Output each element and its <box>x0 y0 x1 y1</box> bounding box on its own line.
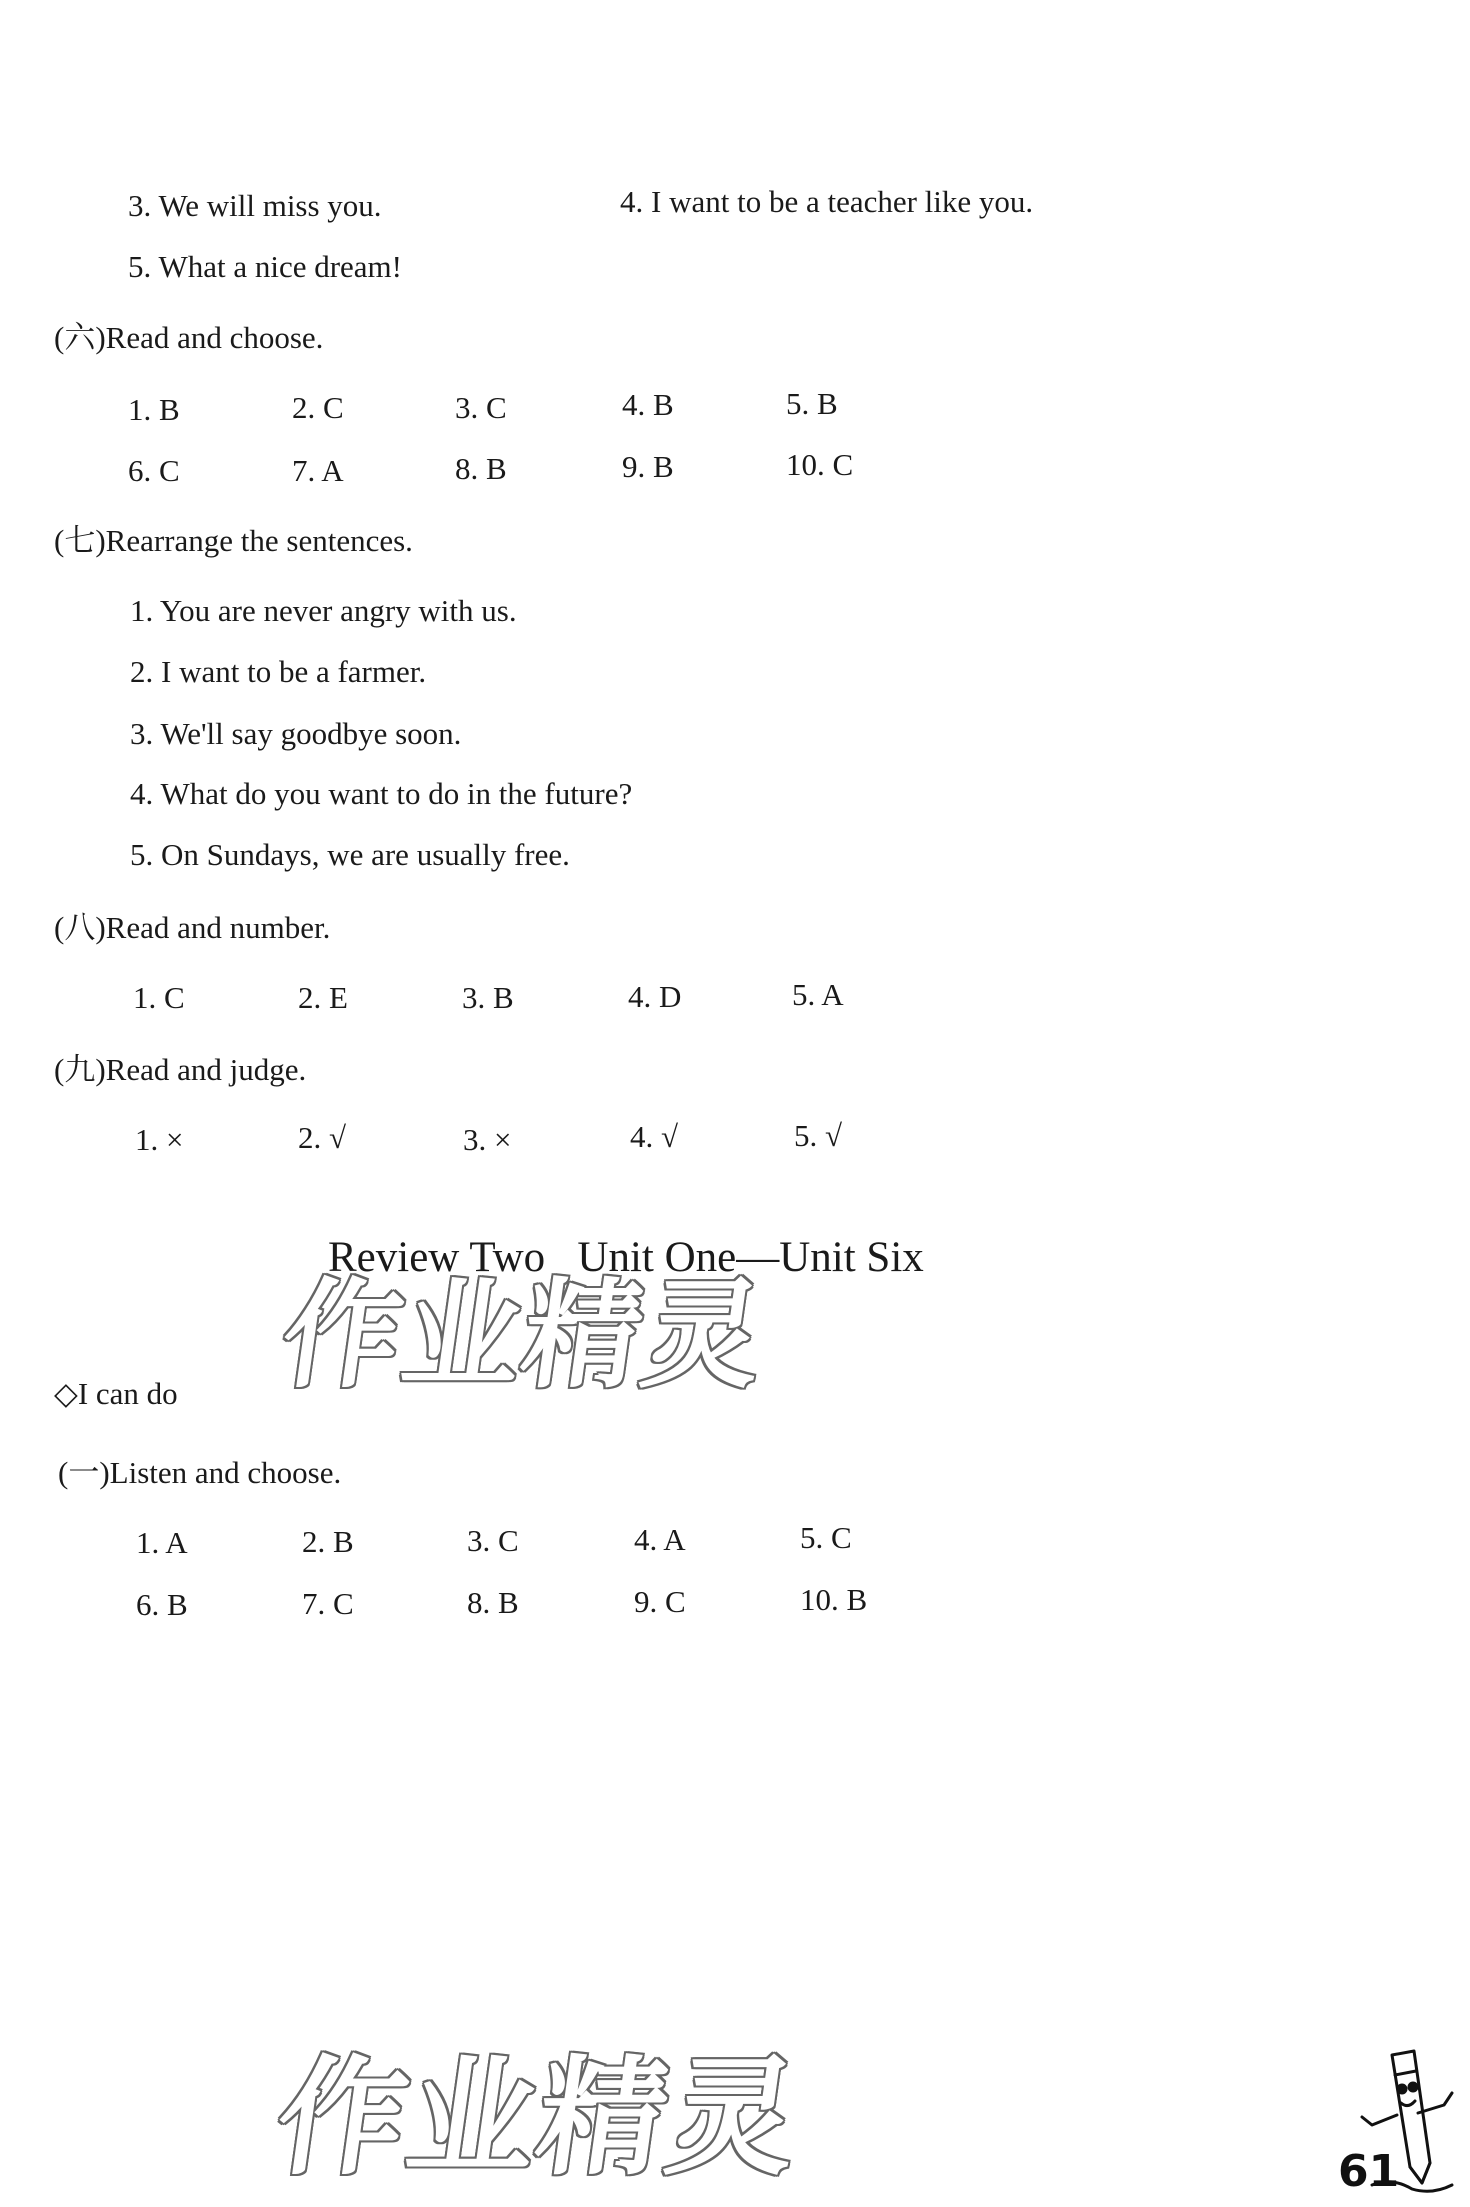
answer-item: 4. B <box>622 387 674 422</box>
answer-item: 2. C <box>292 390 344 425</box>
answer-line: 3. We will miss you. <box>128 188 382 223</box>
answer-item: 2. √ <box>298 1120 347 1155</box>
answer-item: 6. B <box>136 1587 188 1622</box>
answer-item: 2. B <box>302 1524 354 1559</box>
review-title: Review Two Unit One—Unit Six <box>328 1234 924 1281</box>
answer-item: 3. C <box>467 1523 519 1558</box>
section-header: (一)Listen and choose. <box>58 1455 342 1490</box>
answer-item: 3. × <box>463 1122 512 1157</box>
answer-item: 3. B <box>462 980 514 1015</box>
answer-item: 5. √ <box>794 1118 843 1153</box>
answer-item: 1. A <box>136 1525 188 1560</box>
answer-item: 4. D <box>628 979 682 1014</box>
pencil-mascot-icon <box>1352 2045 1462 2195</box>
answer-item: 9. C <box>634 1584 686 1619</box>
section-header: (九)Read and judge. <box>54 1052 307 1087</box>
answer-item: 10. B <box>800 1582 868 1617</box>
answer-item: 7. A <box>292 453 344 488</box>
watermark-logo: 作业精灵 <box>273 1266 774 1404</box>
page-number: 61 <box>1338 2146 1400 2197</box>
answer-item: 5. C <box>800 1520 852 1555</box>
answer-item: 8. B <box>455 451 507 486</box>
sentence-line: 5. On Sundays, we are usually free. <box>130 837 570 872</box>
answer-item: 10. C <box>786 447 854 482</box>
answer-item: 3. C <box>455 390 507 425</box>
answer-item: 8. B <box>467 1585 519 1620</box>
section-header: (八)Read and number. <box>54 910 331 945</box>
answer-item: 2. E <box>298 980 348 1015</box>
section-header: (七)Rearrange the sentences. <box>54 523 413 558</box>
answer-item: 9. B <box>622 449 674 484</box>
sentence-line: 2. I want to be a farmer. <box>130 654 427 689</box>
answer-item: 1. B <box>128 392 180 427</box>
answer-item: 1. × <box>135 1122 184 1157</box>
sentence-line: 3. We'll say goodbye soon. <box>130 716 462 751</box>
answer-item: 4. A <box>634 1522 686 1557</box>
section-header: (六)Read and choose. <box>54 320 324 355</box>
answer-item: 1. C <box>133 980 185 1015</box>
answer-item: 5. A <box>792 977 844 1012</box>
watermark-logo: 作业精灵 <box>267 2044 809 2193</box>
answer-item: 6. C <box>128 453 180 488</box>
answer-item: 4. √ <box>630 1119 679 1154</box>
answer-item: 7. C <box>302 1586 354 1621</box>
answer-item: 5. B <box>786 386 838 421</box>
answer-line: 4. I want to be a teacher like you. <box>620 184 1034 219</box>
answer-line: 5. What a nice dream! <box>128 249 402 284</box>
subheading: ◇I can do <box>54 1376 178 1411</box>
sentence-line: 1. You are never angry with us. <box>130 593 517 628</box>
sentence-line: 4. What do you want to do in the future? <box>130 776 633 811</box>
